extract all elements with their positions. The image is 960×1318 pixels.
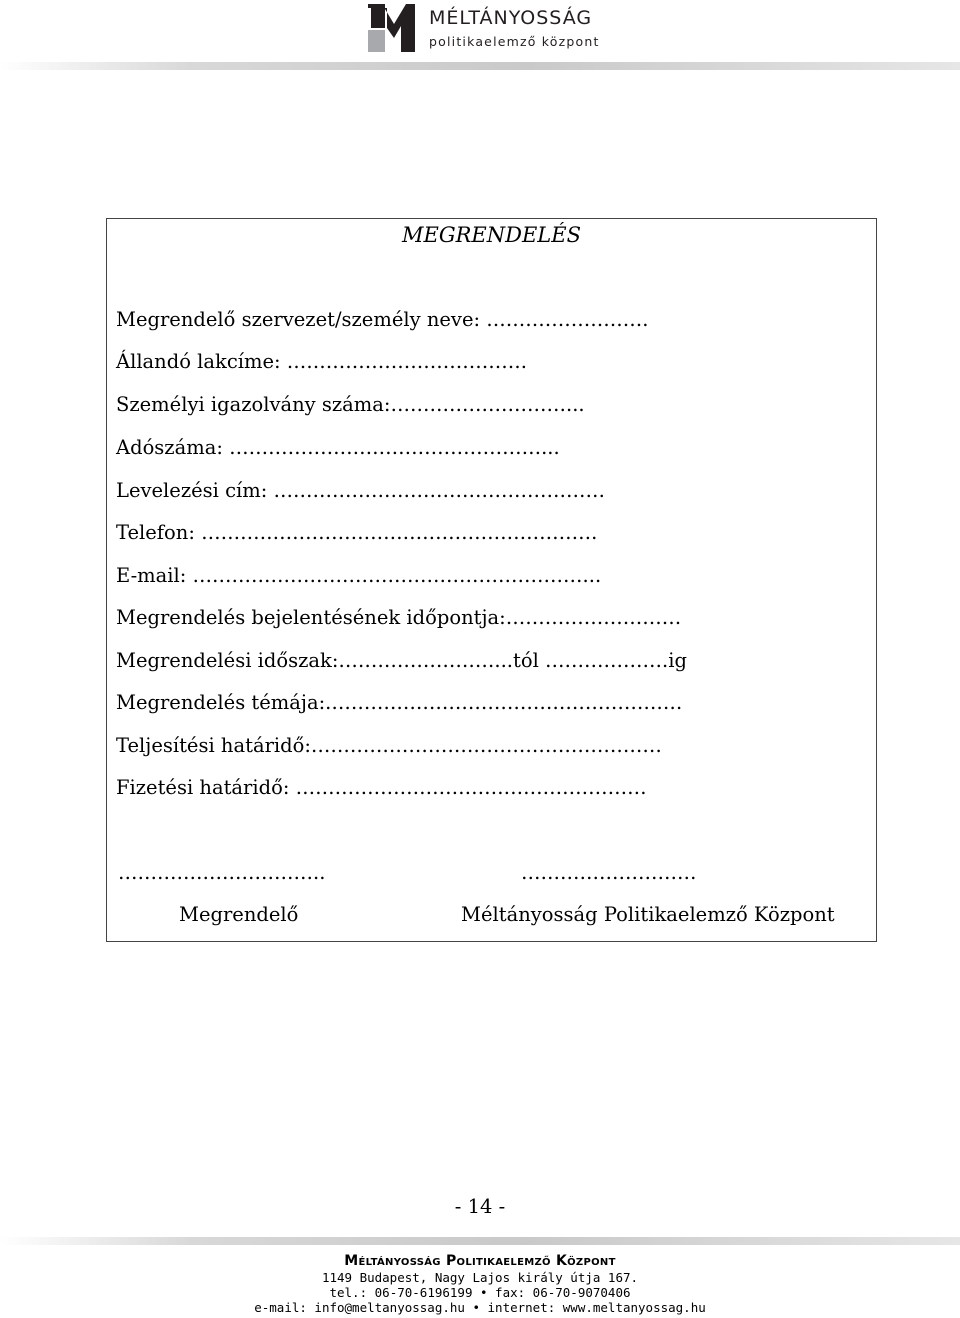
form-title: MEGRENDELÉS bbox=[402, 223, 581, 247]
field-orderer-name: Megrendelő szervezet/személy neve: ……………………. bbox=[116, 308, 649, 331]
footer-address: 1149 Budapest, Nagy Lajos király útja 167. bbox=[321, 1270, 639, 1285]
field-phone: Telefon: ……………………………………………………. bbox=[116, 521, 598, 544]
field-email: E-mail: ……………………………………………………... bbox=[116, 564, 602, 587]
footer-email-web: e-mail: info@meltanyossag.hu • internet: www.meltanyossag.hu bbox=[254, 1300, 706, 1315]
footer-org-name: Méltányosság Politikaelemző Központ bbox=[344, 1253, 616, 1269]
field-order-period: Megrendelési időszak:……………………...tól ……………….ig bbox=[116, 649, 687, 672]
logo-title: MÉLTÁNYOSSÁG bbox=[429, 7, 593, 29]
signature-line-center: ……………………… bbox=[521, 861, 697, 884]
meltanyossag-logo-icon bbox=[368, 4, 420, 52]
field-tax-number: Adószáma: …………………………………………... bbox=[116, 436, 560, 459]
field-id-card-number: Személyi igazolvány száma:………………………... bbox=[116, 393, 585, 416]
field-completion-deadline: Teljesítési határidő:……………………………………………… bbox=[116, 734, 662, 757]
signature-label-center: Méltányosság Politikaelemző Központ bbox=[461, 903, 835, 926]
signature-label-orderer: Megrendelő bbox=[179, 903, 299, 926]
page-number: - 14 - bbox=[454, 1195, 506, 1218]
field-order-topic: Megrendelés témája:.……………………………………………… bbox=[116, 691, 683, 714]
page-header bbox=[0, 0, 960, 70]
footer-divider bbox=[0, 1237, 960, 1245]
field-permanent-address: Állandó lakcíme: ………………………………. bbox=[116, 350, 527, 373]
field-order-date: Megrendelés bejelentésének időpontja:……………………… bbox=[116, 606, 682, 629]
header-divider bbox=[0, 62, 960, 70]
field-payment-deadline: Fizetési határidő: ……………………………………………… bbox=[116, 776, 647, 799]
page-footer bbox=[0, 1252, 960, 1315]
footer-phone-fax: tel.: 06-70-6196199 • fax: 06-70-9070406 bbox=[329, 1285, 631, 1300]
order-form bbox=[106, 218, 877, 942]
field-mailing-address: Levelezési cím: …………………………………………… bbox=[116, 479, 605, 502]
signature-line-orderer: ………………………….. bbox=[118, 861, 326, 884]
logo-subtitle: politikaelemző központ bbox=[429, 34, 600, 49]
